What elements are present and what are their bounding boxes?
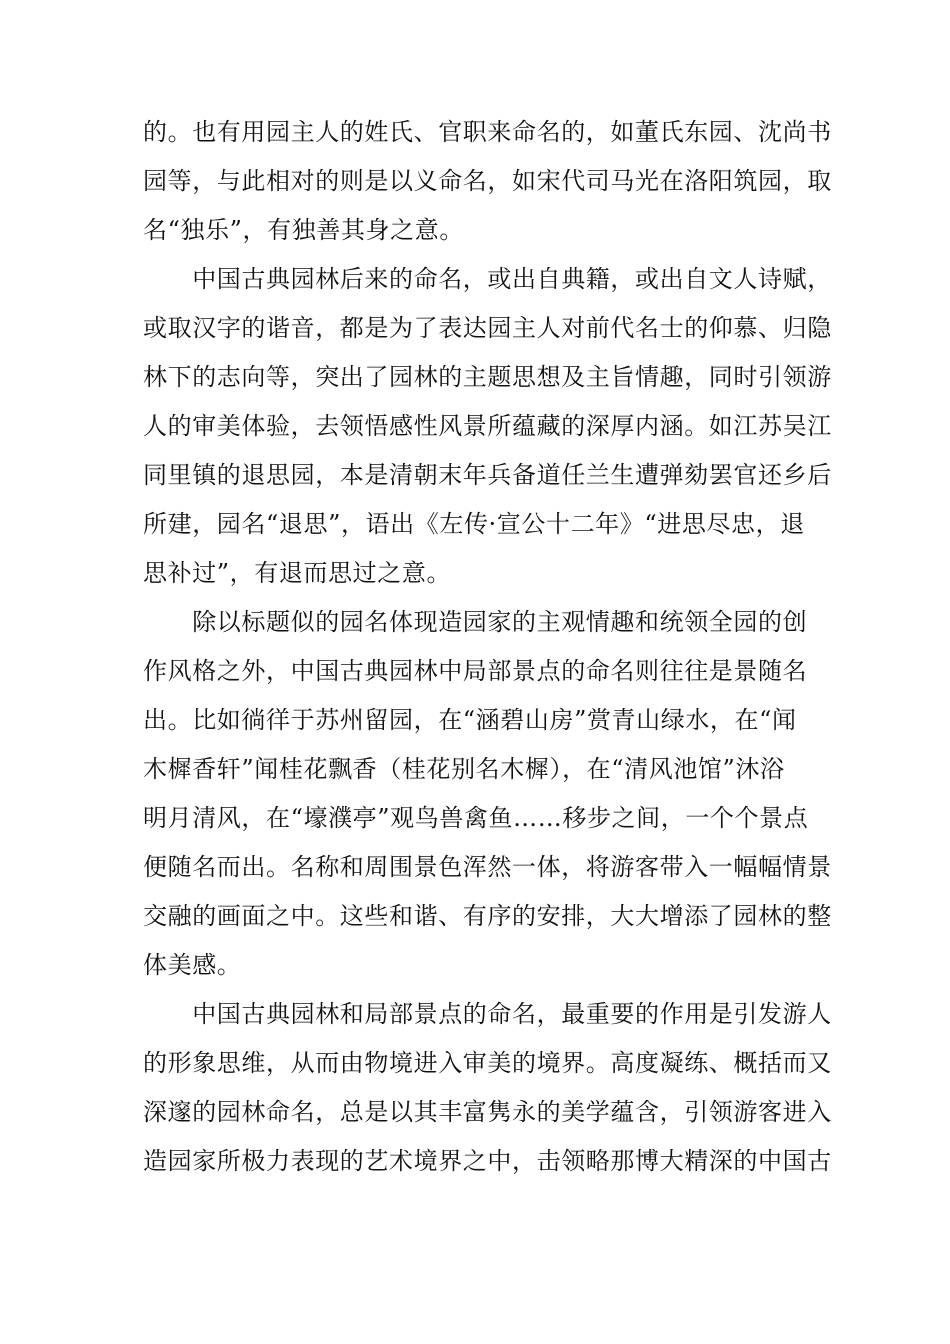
text-line: 人的审美体验，去领悟感性风景所蕴藏的深厚内涵。如江苏吴江	[143, 412, 832, 440]
text-line: 中国古典园林后来的命名，或出自典籍，或出自文人诗赋，	[143, 265, 832, 293]
text-line: 所建，园名“退思”，语出《左传·宣公十二年》“进思尽忠，退	[143, 510, 805, 538]
text-line: 或取汉字的谐音，都是为了表达园主人对前代名士的仰慕、归隐	[143, 314, 832, 342]
text-line: 体美感。	[143, 951, 242, 979]
body-text	[143, 108, 832, 1186]
text-line: 的。也有用园主人的姓氏、官职来命名的，如董氏东园、沈尚书	[143, 118, 832, 146]
text-line: 交融的画面之中。这些和谐、有序的安排，大大增添了园林的整	[143, 902, 832, 930]
text-line: 的形象思维，从而由物境进入审美的境界。高度凝练、概括而又	[143, 1049, 832, 1077]
text-line: 造园家所极力表现的艺术境界之中，击领略那博大精深的中国古	[143, 1147, 832, 1175]
text-line: 中国古典园林和局部景点的命名，最重要的作用是引发游人	[143, 1000, 832, 1028]
text-line: 明月清风，在“壕濮亭”观鸟兽禽鱼……移步之间，一个个景点	[143, 804, 809, 832]
text-line: 思补过”，有退而思过之意。	[143, 559, 452, 587]
text-line: 名“独乐”，有独善其身之意。	[143, 216, 464, 244]
text-line: 便随名而出。名称和周围景色浑然一体，将游客带入一幅幅情景	[143, 853, 832, 881]
text-line: 园等，与此相对的则是以义命名，如宋代司马光在洛阳筑园，取	[143, 167, 832, 195]
text-line: 作风格之外，中国古典园林中局部景点的命名则往往是景随名	[143, 657, 808, 685]
text-line: 除以标题似的园名体现造园家的主观情趣和统领全园的创	[143, 608, 808, 636]
text-line: 林下的志向等，突出了园林的主题思想及主旨情趣，同时引领游	[143, 363, 832, 391]
text-line: 木樨香轩”闻桂花飘香（桂花别名木樨），在“清风池馆”沐浴	[143, 755, 785, 783]
text-line: 同里镇的退思园，本是清朝末年兵备道任兰生遭弹劾罢官还乡后	[143, 461, 832, 489]
text-line: 深邃的园林命名，总是以其丰富隽永的美学蕴含，引领游客进入	[143, 1098, 832, 1126]
text-line: 出。比如徜徉于苏州留园，在“涵碧山房”赏青山绿水，在“闻	[143, 706, 797, 734]
